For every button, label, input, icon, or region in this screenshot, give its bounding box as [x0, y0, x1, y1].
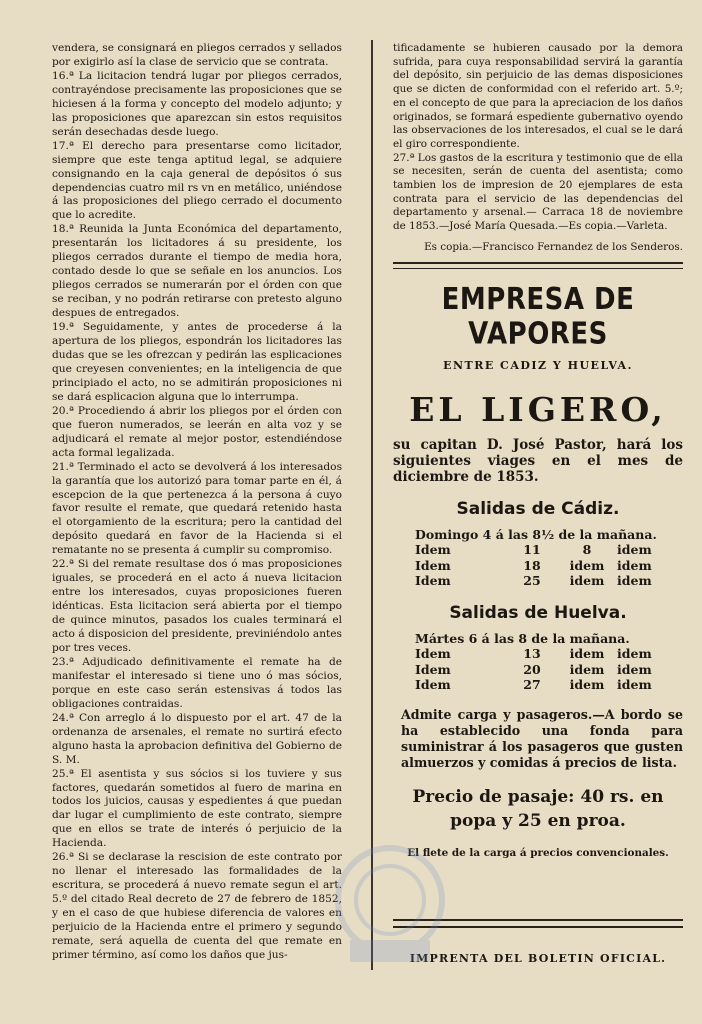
schedule-day: 20: [523, 661, 541, 677]
schedule-day: 25: [523, 573, 541, 589]
schedule-row: [415, 558, 683, 574]
schedule-time: idem: [569, 661, 605, 677]
ship-name: EL LIGERO,: [409, 389, 667, 429]
schedule-rest: idem: [617, 573, 652, 589]
schedule-label: Idem: [415, 557, 451, 573]
schedule-time: idem: [569, 557, 605, 573]
schedule-row: [415, 542, 683, 558]
right-column: [393, 42, 683, 965]
schedule-row: [415, 573, 683, 589]
paragraph: 16.ª La licitacion tendrá lugar por pliegos cerrados, contrayéndose precisamente las proposiciones que se hiciesen á la forma y concepto del modelo adjunto; y las proposiciones que aparezcan sin estos requisitos serán desechadas desde luego.: [52, 69, 342, 138]
schedule-day: 18: [523, 557, 541, 573]
schedule-time: idem: [569, 646, 605, 662]
schedule-label: Idem: [415, 542, 451, 558]
schedule-time: idem: [569, 573, 605, 589]
schedule-day: 13: [523, 646, 541, 662]
schedule-day: 11: [523, 542, 541, 558]
fare-line-1: Precio de pasaje: 40 rs. en: [412, 786, 664, 807]
schedule-label: Idem: [415, 573, 451, 589]
company-subtitle: ENTRE CADIZ Y HUELVA.: [443, 358, 633, 372]
divider: [393, 262, 683, 269]
schedule-rest: idem: [617, 677, 652, 693]
column-divider: [371, 40, 373, 970]
boarding-notice: Admite carga y pasageros.—A bordo se ha establecido una fonda para suministrar á los pasageros que gusten almuerzos y comidas á precios de lista.: [401, 706, 683, 770]
company-title: EMPRESA DE VAPORES: [441, 282, 635, 352]
schedule-row: [415, 662, 683, 678]
huelva-schedule: [393, 631, 683, 693]
paragraph: vendera, se consignará en pliegos cerrados y sellados por exigirlo así la clase de servicio que se contrata.: [52, 42, 342, 68]
schedule-rest: idem: [617, 542, 652, 558]
schedule-row: [415, 646, 683, 662]
signature: Es copia.—Francisco Fernandez de los Senderos.: [424, 240, 683, 253]
schedule-row: [415, 677, 683, 693]
schedule-label: Idem: [415, 646, 451, 662]
fare-line-2: popa y 25 en proa.: [450, 810, 626, 831]
paragraph: 26.ª Si se declarase la rescision de este contrato por no llenar el interesado las formalidades de la escritura, se procederá á nuevo remate segun el art. 5.º del citado Real decreto de 27 de febrero de 1852, y en el caso de que hubiese diferencia de valores en perjuicio de la Hacienda entre el primero y segundo remate, será aquella de cuenta del que remate en primer término, así como los daños que jus-: [52, 851, 342, 961]
schedule-time: idem: [569, 677, 605, 693]
paragraph: 25.ª El asentista y sus sócios si los tuviere y sus factores, quedarán sometidos al fuero de marina en todos los juicios, causas y espedientes á que puedan dar lugar el cumplimiento de este contrato, siempre que en ellos se trate de interés ó perjuicio de la Hacienda.: [52, 767, 342, 850]
schedule-time: 8: [582, 542, 592, 558]
paragraph: 23.ª Adjudicado definitivamente el remate ha de manifestar el interesado si tiene uno ó mas sócios, porque en este caso serán estensivas á todos las obligaciones contraidas.: [52, 655, 342, 710]
schedule-day: 27: [523, 677, 541, 693]
schedule-row: Domingo 4 á las 8½ de la mañana.: [415, 526, 657, 542]
captain-text: su capitan D. José Pastor, hará los siguientes viages en el mes de diciembre de 1853.: [393, 436, 683, 485]
left-column: [52, 42, 342, 963]
paragraph: 21.ª Terminado el acto se devolverá á los interesados la garantía que los autorizó para tomar parte en él, á escepcion de la que pertenezca á la persona á cuyo favor resulte el remate, que quedará retenido hasta el otorgamiento de la escritura; pero la cantidad del depósito quedará en favor de la Hacienda si el rematante no se presenta á cumplir su compromiso.: [52, 460, 342, 557]
schedule-label: Idem: [415, 661, 451, 677]
schedule-rest: idem: [617, 661, 652, 677]
schedule-rest: idem: [617, 557, 652, 573]
paragraph: tificadamente se hubieren causado por la demora sufrida, para cuya responsabilidad servirá la garantía del depósito, sin perjuicio de las demas disposiciones que se dicten de conformidad con el referido art. 5.º; en el concepto de que para la apreciacion de los daños originados, se formará espediente gubernativo oyendo las observaciones de los interesados, el cual se le dará el giro correspondiente.: [393, 42, 683, 150]
cadiz-schedule: [393, 527, 683, 589]
paragraph: 22.ª Si del remate resultase dos ó mas proposiciones iguales, se procederá en el acto á nueva licitacion entre los interesados, cuyas proposiciones fueren idénticas. Esta licitacion será abierta por el tiempo de quince minutos, pasados los cuales terminará el acto á disposicion del presidente, previniéndolo antes por tres veces.: [52, 558, 342, 654]
schedule-row: Mártes 6 á las 8 de la mañana.: [415, 630, 630, 646]
paragraph: 24.ª Con arreglo á lo dispuesto por el art. 47 de la ordenanza de arsenales, el remate no surtirá efecto alguno hasta la aprobacion definitiva del Gobierno de S. M.: [52, 711, 342, 766]
schedule-rest: idem: [617, 646, 652, 662]
cadiz-title: Salidas de Cádiz.: [456, 498, 620, 519]
huelva-title: Salidas de Huelva.: [449, 602, 627, 623]
library-seal-watermark: [330, 840, 450, 970]
paragraph: 17.ª El derecho para presentarse como licitador, siempre que este tenga aptitud legal, se adquiere consignando en la caja general de depósitos ó sus dependencias cuatro mil rs vn en metálico, uniéndose á las proposiciones del pliego cerrado el documento que lo acredite.: [52, 139, 342, 222]
schedule-label: Idem: [415, 677, 451, 693]
paragraph: 18.ª Reunida la Junta Económica del departamento, presentarán los licitadores á su presidente, los pliegos cerrados durante el tiempo de media hora, contado desde lo que se señale en los anuncios. Los pliegos cerrados se numerarán por el órden con que se reciban, y no podrán retirarse con pretesto alguno despues de entregados.: [52, 223, 342, 320]
printer-imprint: IMPRENTA DEL BOLETIN OFICIAL.: [409, 951, 667, 965]
freight-note: El flete de la carga á precios convencionales.: [407, 846, 669, 859]
paragraph: 19.ª Seguidamente, y antes de procederse á la apertura de los pliegos, espondrán los licitadores las dudas que se les ofrezcan y pedirán las esplicaciones que creyesen convenientes; en la inteligencia de que principiado el acto, no se admitirán proposiciones ni se dará esplicacion alguna que lo interrumpa.: [52, 321, 342, 403]
paragraph: 20.ª Procediendo á abrir los pliegos por el órden con que fueron numerados, se leerán en alta voz y se adjudicará el remate al mejor postor, estendiéndose acta formal legalizada.: [52, 404, 342, 459]
paragraph: 27.ª Los gastos de la escritura y testimonio que de ella se necesiten, serán de cuenta del asentista; como tambien los de impresion de 20 ejemplares de esta contrata para el servicio de las dependencias del departamento y arsenal.— Carraca 18 de noviembre de 1853.—José María Quesada.—Es copia.—Varleta.: [393, 151, 683, 233]
